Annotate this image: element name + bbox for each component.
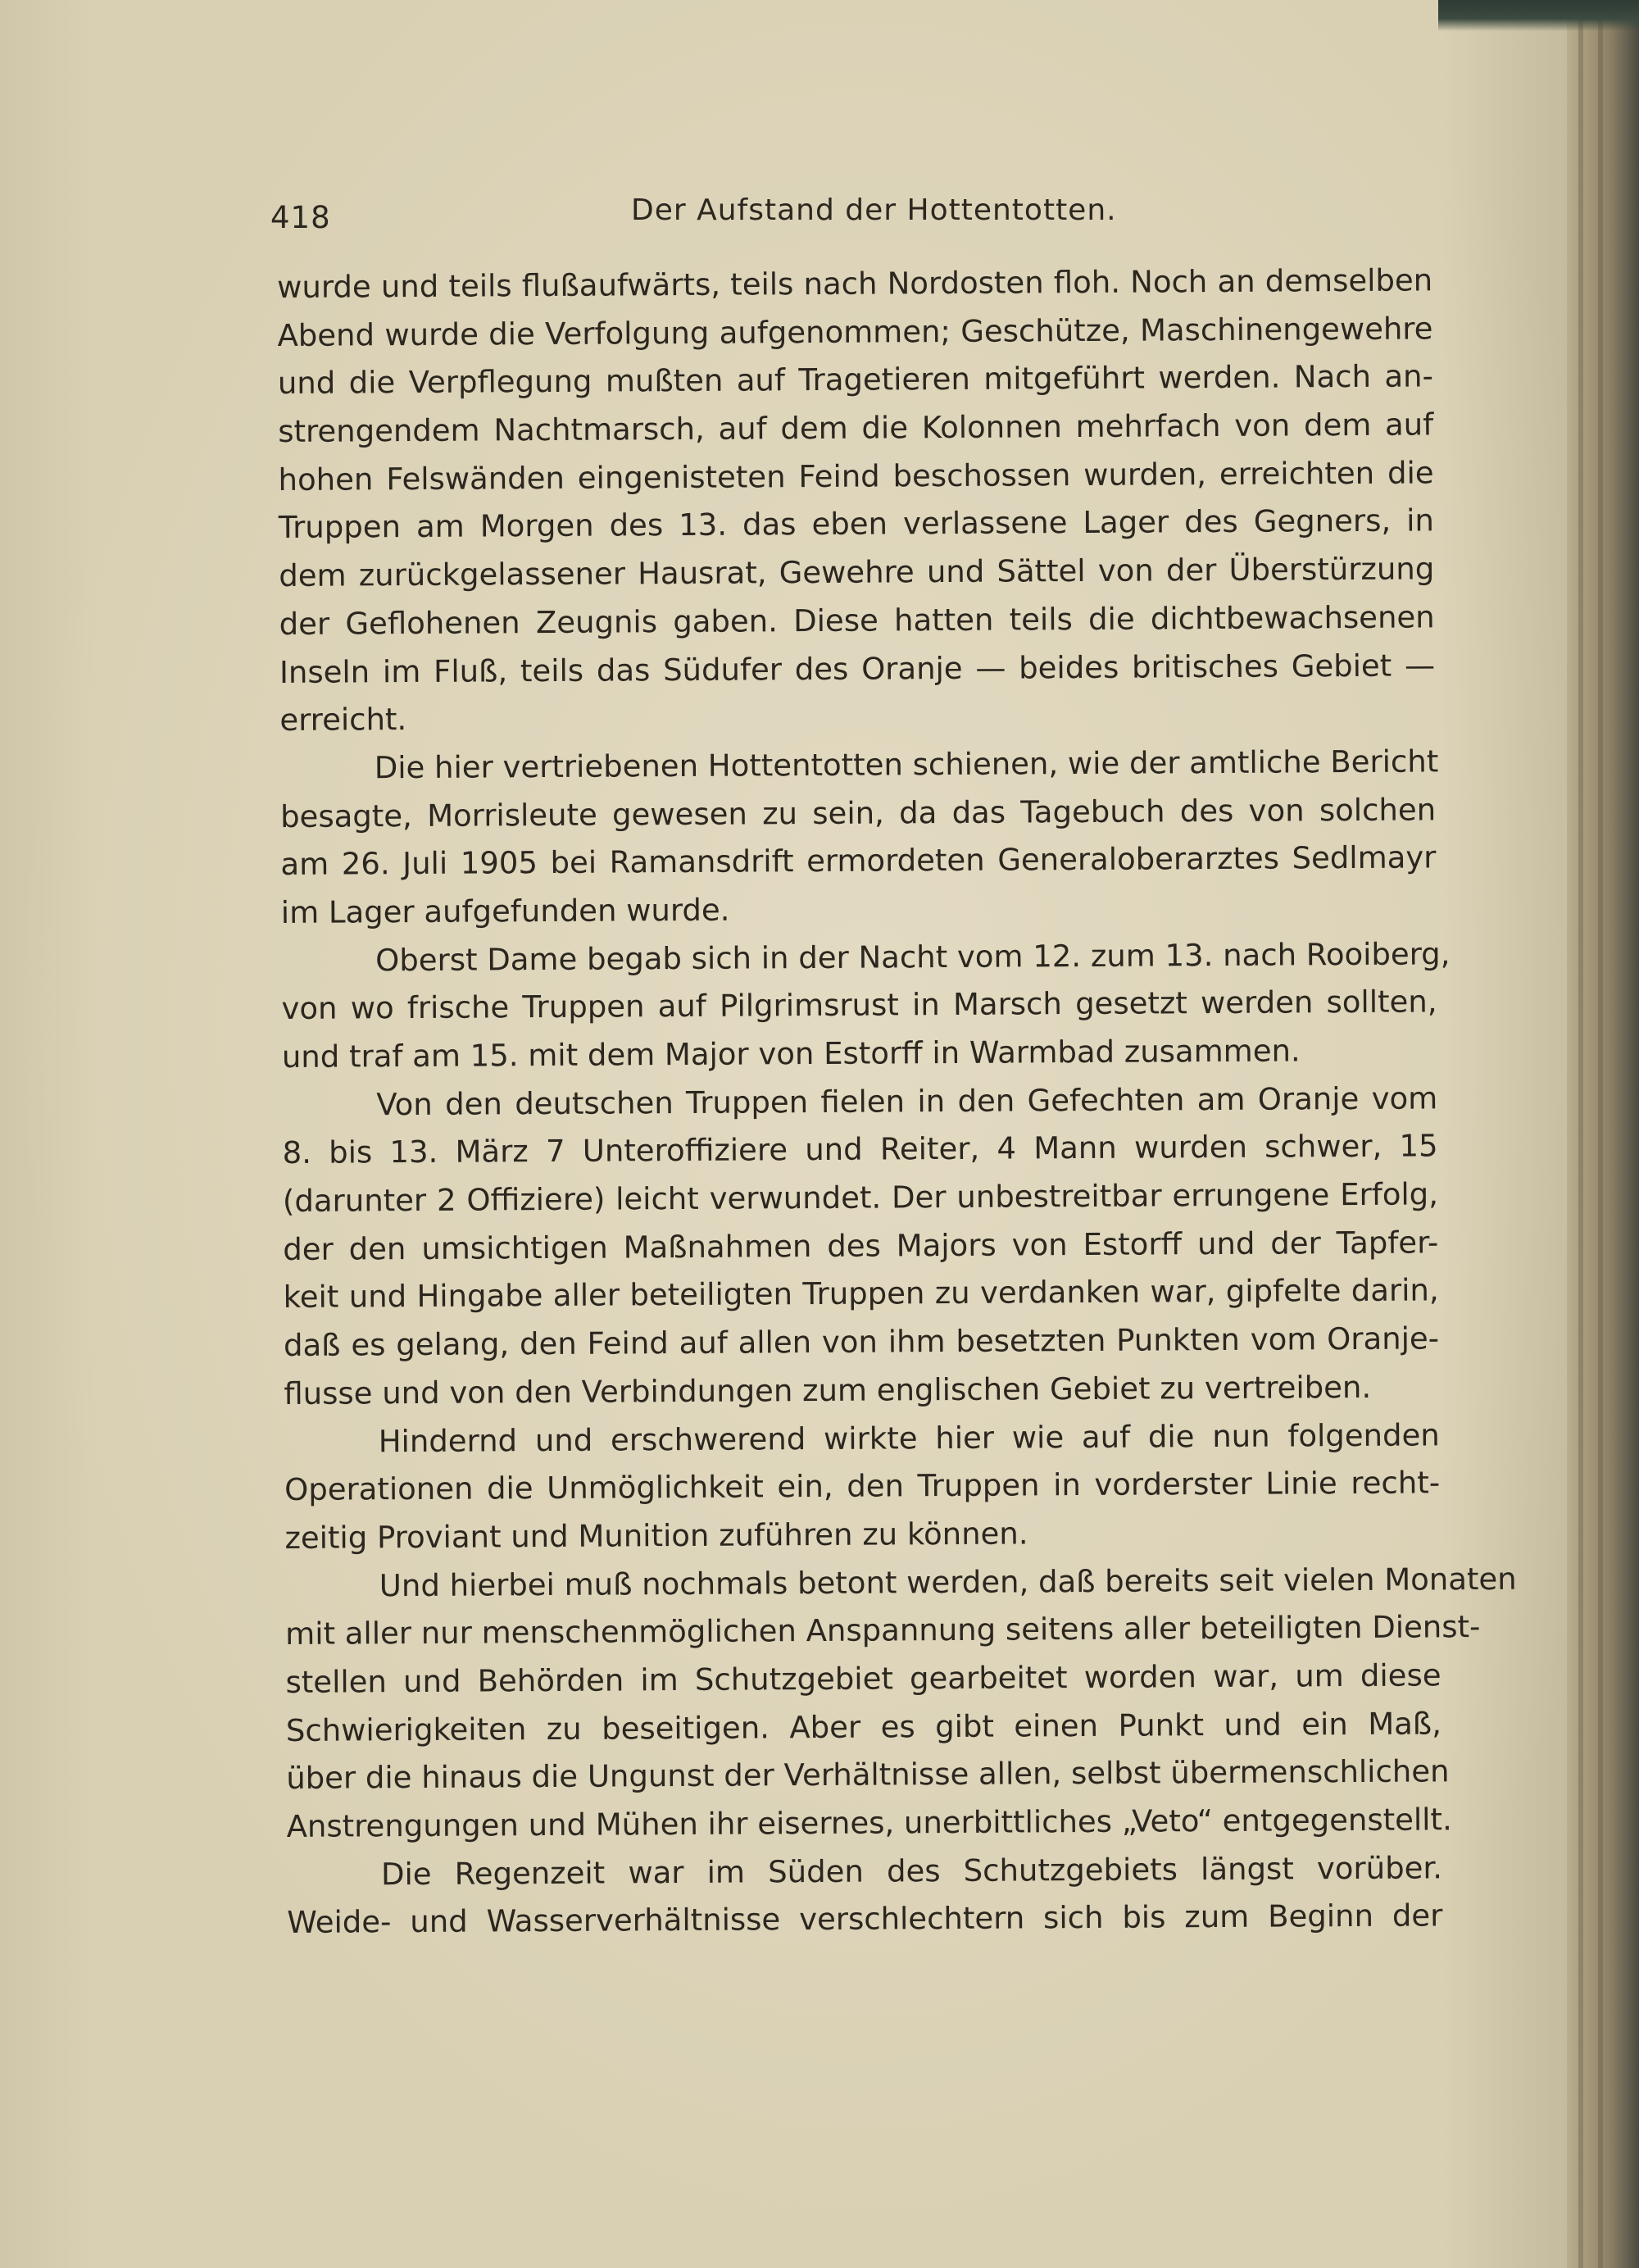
text-line: (darunter 2 Offiziere) leicht verwundet. Der unbestreitbar errungene Erfolg, [282, 1176, 1439, 1220]
text-line: der Geflohenen Zeugnis gaben. Diese hatten teils die dichtbewachsenen [279, 599, 1435, 642]
text-line: dem zurückgelassener Hausrat, Gewehre und Sättel von der Überstürzung [279, 551, 1435, 594]
text-line: zeitig Proviant und Munition zuführen zu können. [284, 1516, 1028, 1556]
paragraph-first-line: Und hierbei muß nochmals betont werden, daß bereits seit vielen Monaten [379, 1561, 1517, 1603]
text-line: flusse und von den Verbindungen zum englischen Gebiet zu vertreiben. [284, 1369, 1372, 1411]
paragraph-first-line: Hindernd und erschwerend wirkte hier wie auf die nun folgenden [378, 1416, 1440, 1459]
running-head [270, 190, 1434, 239]
paragraph-first-line: Die Regenzeit war im Süden des Schutzgebiets längst vorüber. [380, 1850, 1443, 1892]
text-line: im Lager aufgefunden wurde. [280, 892, 730, 930]
text-line: daß es gelang, den Feind auf allen von ihm besetzten Punkten vom Oranje- [283, 1320, 1440, 1364]
text-line: Schwierigkeiten zu beseitigen. Aber es gibt einen Punkt und ein Maß, [285, 1705, 1442, 1748]
text-line: am 26. Juli 1905 bei Ramansdrift ermordeten Generaloberarztes Sedlmayr [280, 839, 1437, 883]
paragraph-first-line: Von den deutschen Truppen fielen in den Gefechten am Oranje vom [376, 1080, 1438, 1122]
text-line: hohen Felswänden eingenisteten Feind beschossen wurden, erreichten die [278, 455, 1434, 498]
text-line: der den umsichtigen Maßnahmen des Majors von Estorff und der Tapfer- [283, 1225, 1439, 1267]
text-line: erreicht. [279, 702, 407, 739]
text-line: mit aller nur menschenmöglichen Anspannung seitens aller beteiligten Dienst- [285, 1609, 1481, 1652]
text-line: wurde und teils flußaufwärts, teils nach Nordosten floh. Noch an demselben [277, 262, 1433, 305]
text-line: über die hinaus die Ungunst der Verhältnisse allen, selbst übermenschlichen [286, 1753, 1450, 1797]
text-line: Anstrengungen und Mühen ihr eisernes, unerbittliches „Veto“ entgegenstellt. [286, 1802, 1452, 1844]
text-line: Truppen am Morgen des 13. das eben verlassene Lager des Gegners, in [278, 502, 1435, 546]
text-line: Operationen die Unmöglichkeit ein, den Truppen in vorderster Linie recht- [284, 1465, 1441, 1508]
text-line: von wo frische Truppen auf Pilgrimsrust in Marsch gesetzt werden sollten, [281, 984, 1437, 1027]
text-line: 8. bis 13. März 7 Unteroffiziere und Reiter, 4 Mann wurden schwer, 15 [282, 1128, 1438, 1171]
page-number: 418 [270, 200, 331, 235]
running-title: Der Aufstand der Hottentotten. [631, 193, 1117, 227]
page-edge-line [1598, 0, 1603, 2268]
text-line: strengendem Nachtmarsch, auf dem die Kolonnen mehrfach von dem auf [278, 407, 1434, 450]
page-fore-edge [1567, 0, 1639, 2268]
text-line: besagte, Morrisleute gewesen zu sein, da das Tagebuch des von solchen [279, 791, 1437, 834]
book-cover-corner [1438, 0, 1639, 31]
paragraph-first-line: Die hier vertriebenen Hottentotten schienen, wie der amtliche Bericht [374, 743, 1439, 786]
page-edge-line [1578, 0, 1583, 2268]
text-line: Weide- und Wasserverhältnisse verschlechtern sich bis zum Beginn der [287, 1898, 1443, 1941]
body-text [277, 257, 1517, 1948]
paragraph-first-line: Oberst Dame begab sich in der Nacht vom 12. zum 13. nach Rooiberg, [375, 935, 1451, 978]
text-line: und traf am 15. mit dem Major von Estorff in Warmbad zusammen. [281, 1033, 1301, 1075]
text-line: Abend wurde die Verfolgung aufgenommen; Geschütze, Maschinengewehre [277, 311, 1433, 353]
text-line: und die Verpflegung mußten auf Tragetieren mitgeführt werden. Nach an- [277, 358, 1433, 402]
text-line: Inseln im Fluß, teils das Südufer des Oranje — beides britisches Gebiet — [279, 647, 1436, 690]
text-line: stellen und Behörden im Schutzgebiet gearbeitet worden war, um diese [285, 1657, 1442, 1700]
text-line: keit und Hingabe aller beteiligten Truppen zu verdanken war, gipfelte darin, [283, 1272, 1439, 1316]
